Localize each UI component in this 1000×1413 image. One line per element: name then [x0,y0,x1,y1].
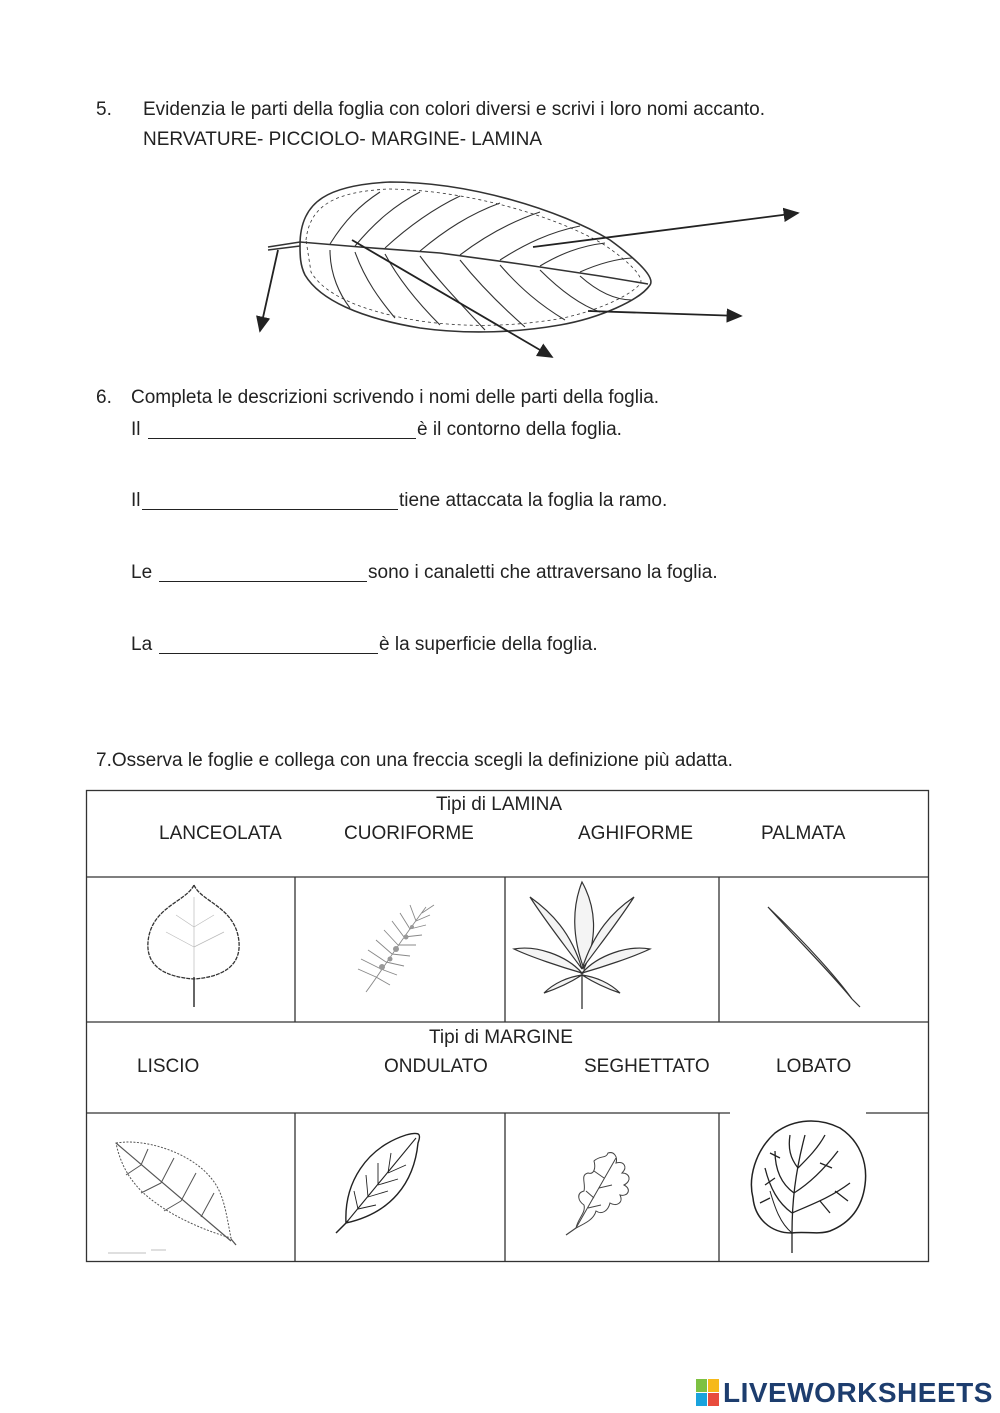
rounded-lobed-leaf-image [720,1113,929,1262]
lobed-oak-leaf-image [506,1113,720,1262]
q6-line-3-prefix: Le [131,562,153,583]
serrated-elm-leaf-image [86,1113,295,1262]
q6-line-4-prefix: La [131,634,153,655]
margine-option-seghettato: SEGHETTATO [584,1056,710,1077]
q6-line-2-blank[interactable] [142,509,398,510]
q5-parts-list: NERVATURE- PICCIOLO- MARGINE- LAMINA [143,129,543,150]
q5-instruction: Evidenzia le parti della foglia con colori diversi e scrivi i loro nomi accanto. [143,99,766,120]
q6-line-3-blank[interactable] [159,581,367,582]
liveworksheets-logo [696,1377,993,1409]
heart-leaf-image [86,877,296,1022]
q6-line-1-prefix: Il [131,419,141,440]
q6-number: 6. [96,387,112,408]
liveworksheets-brand: LIVEWORKSHEETS [723,1377,993,1408]
lamina-title: Tipi di LAMINA [436,794,562,815]
lamina-option-cuoriforme: CUORIFORME [344,823,474,844]
liveworksheets-logo-icon [696,1379,720,1407]
q6-line-1-blank[interactable] [148,438,416,439]
q6-line-4-blank[interactable] [159,653,378,654]
lamina-option-aghiforme: AGHIFORME [578,823,694,844]
needle-branch-image [296,877,506,1022]
leaf-arrows [260,213,798,357]
q6-instruction: Completa le descrizioni scrivendo i nomi delle parti della foglia. [131,387,660,408]
q6-line-2-prefix: Il [131,490,141,511]
margine-title: Tipi di MARGINE [429,1027,573,1048]
q6-line-1-suffix: è il contorno della foglia. [417,419,622,440]
q6-line-2-suffix: tiene attaccata la foglia la ramo. [399,490,668,511]
margine-option-liscio: LISCIO [137,1056,200,1077]
q6-line-3-suffix: sono i canaletti che attraversano la foglia. [368,562,718,583]
leaf-diagram [0,0,1000,380]
margine-option-ondulato: ONDULATO [384,1056,488,1077]
q5-number: 5. [96,99,112,120]
palmate-cannabis-leaf-image [506,877,720,1022]
q6-line-4-suffix: è la superficie della foglia. [379,634,598,655]
smooth-leaf-image [296,1113,506,1262]
lamina-option-palmata: PALMATA [761,823,846,844]
lamina-option-lanceolata: LANCEOLATA [159,823,282,844]
q7-instruction: 7.Osserva le foglie e collega con una freccia scegli la definizione più adatta. [96,750,733,771]
lanceolate-leaf-image [720,877,929,1022]
margine-option-lobato: LOBATO [776,1056,852,1077]
leaf-drawing [268,182,651,332]
